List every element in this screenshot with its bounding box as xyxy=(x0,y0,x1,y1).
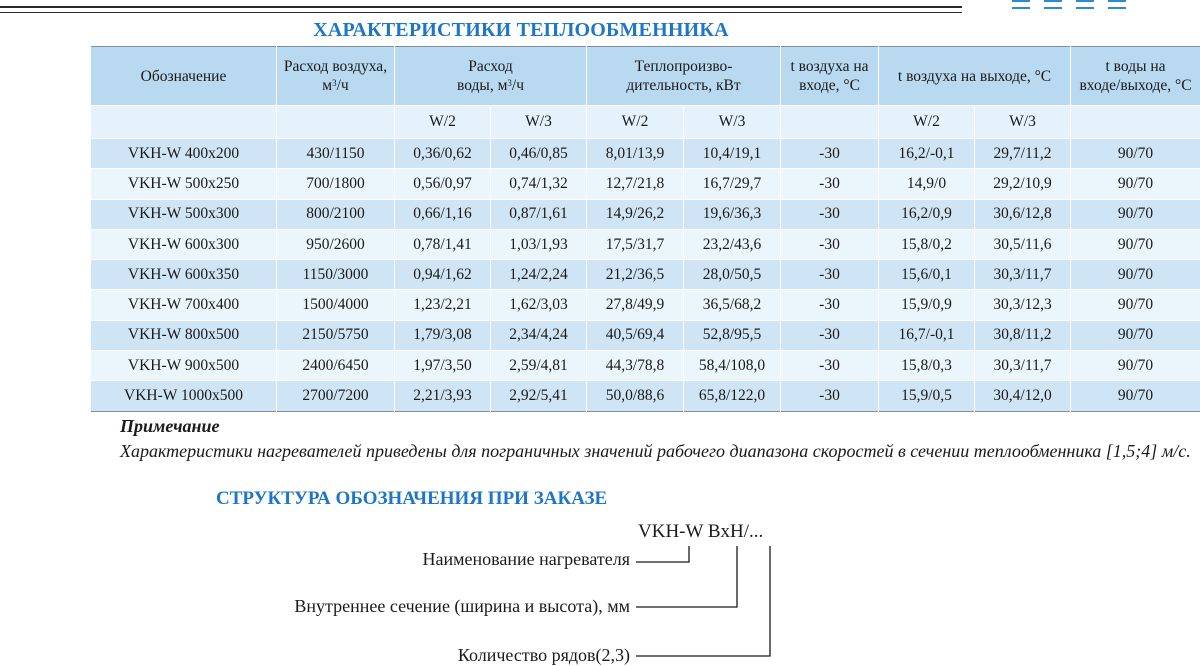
cell-water-w2: 0,36/0,62 xyxy=(395,139,491,169)
cell-designation: VKH-W 600x300 xyxy=(91,229,277,259)
header-water-flow: Расход воды, $м^3/ч$ xyxy=(395,47,587,106)
cell-capacity-w2: 40,5/69,4 xyxy=(587,320,684,350)
cell-outlet-w2: 15,6/0,1 xyxy=(879,260,975,290)
cell-air-inlet: -30 xyxy=(781,260,879,290)
cell-water-w2: 0,66/1,16 xyxy=(395,199,491,229)
cell-water-temp: 90/70 xyxy=(1071,229,1200,259)
cell-water-w3: 2,59/4,81 xyxy=(491,351,587,381)
label-inner-section: Внутреннее сечение (ширина и высота), мм xyxy=(294,596,630,616)
leader-line-section xyxy=(636,546,737,607)
cell-outlet-w3: 30,8/11,2 xyxy=(975,320,1071,350)
cell-air-inlet: -30 xyxy=(781,199,879,229)
cell-air-inlet: -30 xyxy=(781,320,879,350)
header-air-outlet-temp: t воздуха на выходе, °С xyxy=(879,47,1071,106)
cell-water-temp: 90/70 xyxy=(1071,290,1200,320)
header-designation: Обозначение xyxy=(91,47,277,106)
cell-water-temp: 90/70 xyxy=(1071,381,1200,411)
cell-air-inlet: -30 xyxy=(781,381,879,411)
cell-water-w3: 0,46/0,85 xyxy=(491,139,587,169)
cell-water-temp: 90/70 xyxy=(1071,320,1200,350)
cell-capacity-w2: 14,9/26,2 xyxy=(587,199,684,229)
subheader-water-w3: W/3 xyxy=(491,106,587,139)
cell-water-temp: 90/70 xyxy=(1071,139,1200,169)
cell-air-flow: 1500/4000 xyxy=(277,290,395,320)
cell-air-flow: 2150/5750 xyxy=(277,320,395,350)
cell-outlet-w2: 15,8/0,3 xyxy=(879,351,975,381)
cell-designation: VKH-W 1000x500 xyxy=(91,381,277,411)
cell-air-flow: 700/1800 xyxy=(277,169,395,199)
cell-water-w2: 0,94/1,62 xyxy=(395,260,491,290)
cell-water-w2: 2,21/3,93 xyxy=(395,381,491,411)
subheader-outlet-w3: W/3 xyxy=(975,106,1071,139)
cell-air-flow: 2400/6450 xyxy=(277,351,395,381)
cell-water-w2: 1,97/3,50 xyxy=(395,351,491,381)
cell-outlet-w3: 30,5/11,6 xyxy=(975,229,1071,259)
cell-water-w3: 2,34/4,24 xyxy=(491,320,587,350)
cell-water-w3: 1,24/2,24 xyxy=(491,260,587,290)
cell-air-flow: 950/2600 xyxy=(277,229,395,259)
header-air-flow: Расход воздуха, $м^3/ч$ xyxy=(277,47,395,106)
cell-water-w3: 1,03/1,93 xyxy=(491,229,587,259)
cell-capacity-w3: 28,0/50,5 xyxy=(684,260,781,290)
cell-outlet-w3: 30,6/12,8 xyxy=(975,199,1071,229)
label-heater-name: Наименование нагревателя xyxy=(422,549,630,569)
cell-water-w2: 0,78/1,41 xyxy=(395,229,491,259)
cell-outlet-w3: 30,3/11,7 xyxy=(975,260,1071,290)
table-title: ХАРАКТЕРИСТИКИ ТЕПЛООБМЕННИКА xyxy=(313,19,729,41)
header-water-temp: t воды на входе/выходе, °С xyxy=(1071,47,1200,106)
cell-air-flow: 2700/7200 xyxy=(277,381,395,411)
cell-outlet-w2: 15,9/0,5 xyxy=(879,381,975,411)
cell-outlet-w3: 29,7/11,2 xyxy=(975,139,1071,169)
cell-capacity-w3: 10,4/19,1 xyxy=(684,139,781,169)
cell-capacity-w3: 52,8/95,5 xyxy=(684,320,781,350)
cell-water-temp: 90/70 xyxy=(1071,351,1200,381)
subheader-water-w2: W/2 xyxy=(395,106,491,139)
cell-water-w3: 2,92/5,41 xyxy=(491,381,587,411)
cell-designation: VKH-W 400x200 xyxy=(91,139,277,169)
cell-outlet-w2: 16,2/0,9 xyxy=(879,199,975,229)
cell-designation: VKH-W 700x400 xyxy=(91,290,277,320)
header-capacity: Теплопроизво- дительность, кВт xyxy=(587,47,781,106)
cell-water-temp: 90/70 xyxy=(1071,260,1200,290)
cell-water-w3: 0,87/1,61 xyxy=(491,199,587,229)
note-heading: Примечание xyxy=(120,416,220,436)
header-air-inlet-temp: t воздуха на входе, °С xyxy=(781,47,879,106)
cell-capacity-w3: 58,4/108,0 xyxy=(684,351,781,381)
cell-designation: VKH-W 500x300 xyxy=(91,199,277,229)
cell-air-inlet: -30 xyxy=(781,290,879,320)
cell-capacity-w2: 21,2/36,5 xyxy=(587,260,684,290)
subheader-outlet-w2: W/2 xyxy=(879,106,975,139)
cell-outlet-w3: 30,4/12,0 xyxy=(975,381,1071,411)
subheader-capacity-w2: W/2 xyxy=(587,106,684,139)
cell-outlet-w2: 16,2/-0,1 xyxy=(879,139,975,169)
cell-outlet-w3: 30,3/11,7 xyxy=(975,351,1071,381)
order-code: VKH-W BxH/... xyxy=(638,521,764,542)
cell-water-temp: 90/70 xyxy=(1071,199,1200,229)
cell-water-w2: 1,79/3,08 xyxy=(395,320,491,350)
cell-water-w3: 0,74/1,32 xyxy=(491,169,587,199)
label-row-count: Количество рядов(2,3) xyxy=(457,645,630,665)
cell-water-temp: 90/70 xyxy=(1071,169,1200,199)
cell-outlet-w2: 16,7/-0,1 xyxy=(879,320,975,350)
cell-designation: VKH-W 900x500 xyxy=(91,351,277,381)
cell-capacity-w2: 50,0/88,6 xyxy=(587,381,684,411)
order-structure-title: СТРУКТУРА ОБОЗНАЧЕНИЯ ПРИ ЗАКАЗЕ xyxy=(216,488,608,509)
cell-outlet-w3: 30,3/12,3 xyxy=(975,290,1071,320)
cell-air-inlet: -30 xyxy=(781,139,879,169)
cell-air-flow: 430/1150 xyxy=(277,139,395,169)
cell-outlet-w3: 29,2/10,9 xyxy=(975,169,1071,199)
cell-outlet-w2: 14,9/0 xyxy=(879,169,975,199)
cell-designation: VKH-W 600x350 xyxy=(91,260,277,290)
cell-capacity-w3: 19,6/36,3 xyxy=(684,199,781,229)
cell-capacity-w3: 16,7/29,7 xyxy=(684,169,781,199)
subheader-capacity-w3: W/3 xyxy=(684,106,781,139)
cell-designation: VKH-W 500x250 xyxy=(91,169,277,199)
cell-air-inlet: -30 xyxy=(781,229,879,259)
cell-capacity-w3: 23,2/43,6 xyxy=(684,229,781,259)
cell-outlet-w2: 15,9/0,9 xyxy=(879,290,975,320)
cell-air-inlet: -30 xyxy=(781,351,879,381)
cell-air-flow: 1150/3000 xyxy=(277,260,395,290)
cell-designation: VKH-W 800x500 xyxy=(91,320,277,350)
cell-capacity-w3: 36,5/68,2 xyxy=(684,290,781,320)
cell-capacity-w2: 27,8/49,9 xyxy=(587,290,684,320)
cell-capacity-w2: 17,5/31,7 xyxy=(587,229,684,259)
cell-water-w2: 0,56/0,97 xyxy=(395,169,491,199)
note-text: Характеристики нагревателей приведены для пограничных значений рабочего диапазона скоростей в сечении теплообменника [1,5;4] м/с. xyxy=(120,441,1191,461)
cell-air-inlet: -30 xyxy=(781,169,879,199)
leader-line-name xyxy=(636,546,689,562)
cell-capacity-w2: 12,7/21,8 xyxy=(587,169,684,199)
cell-capacity-w3: 65,8/122,0 xyxy=(684,381,781,411)
cell-capacity-w2: 8,01/13,9 xyxy=(587,139,684,169)
cell-air-flow: 800/2100 xyxy=(277,199,395,229)
cell-water-w2: 1,23/2,21 xyxy=(395,290,491,320)
cell-capacity-w2: 44,3/78,8 xyxy=(587,351,684,381)
cell-outlet-w2: 15,8/0,2 xyxy=(879,229,975,259)
cell-water-w3: 1,62/3,03 xyxy=(491,290,587,320)
